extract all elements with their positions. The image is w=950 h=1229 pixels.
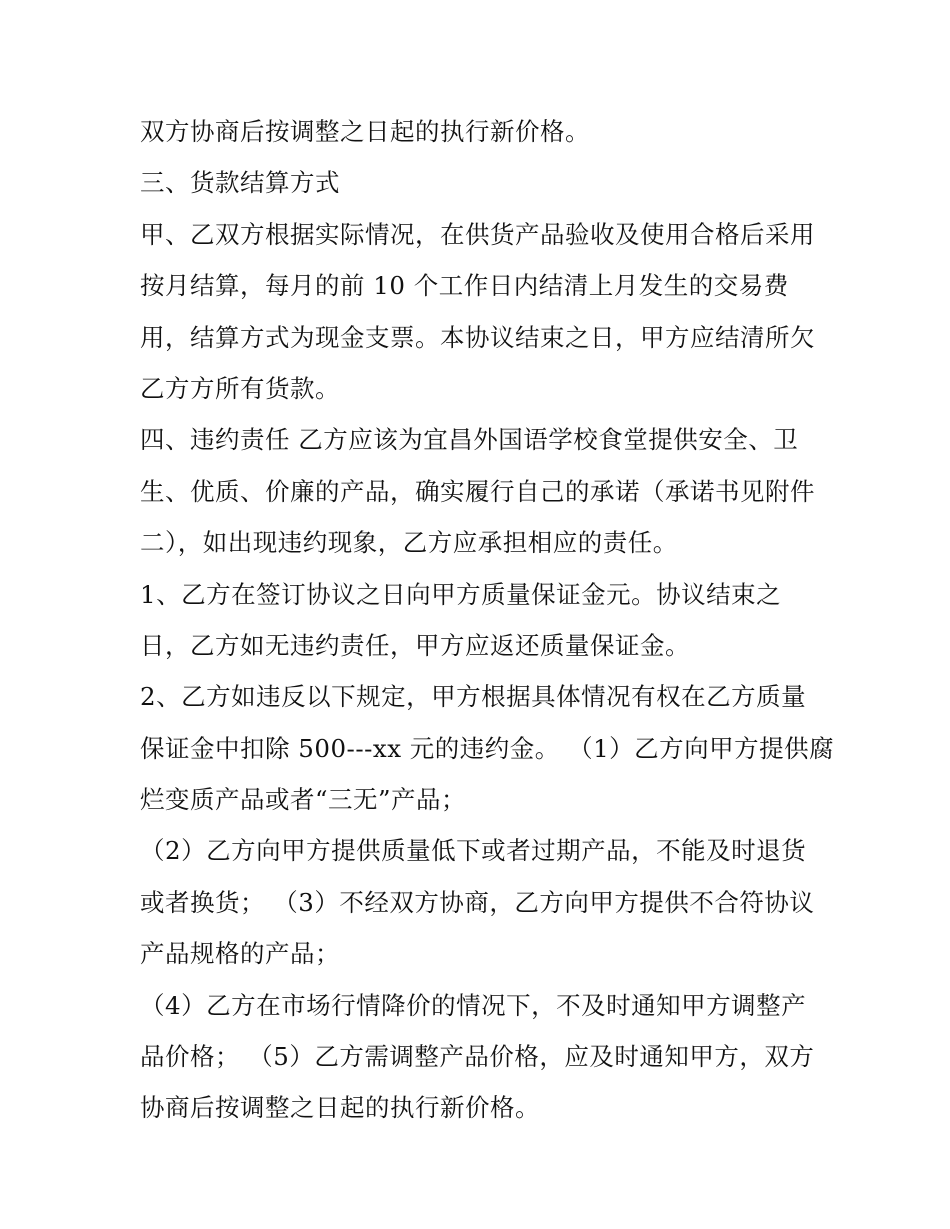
text-line: 按月结算，每月的前 10 个工作日内结清上月发生的交易费 bbox=[140, 271, 789, 301]
text-line: 产品规格的产品； bbox=[140, 939, 340, 969]
text-line: 烂变质产品或者“三无”产品； bbox=[140, 785, 467, 815]
text-line: 乙方方所有货款。 bbox=[140, 373, 340, 403]
document-body bbox=[140, 106, 835, 1134]
text-line: 或者换货； （3）不经双方协商，乙方向甲方提供不合符协议 bbox=[140, 887, 815, 917]
text-line: （2）乙方向甲方提供质量低下或者过期产品，不能及时退货 bbox=[140, 836, 807, 866]
text-line: 生、优质、价廉的产品，确实履行自己的承诺（承诺书见附件 bbox=[140, 476, 815, 506]
text-line: （4）乙方在市场行情降价的情况下，不及时通知甲方调整产 bbox=[140, 990, 807, 1020]
text-line: 用，结算方式为现金支票。本协议结束之日，甲方应结清所欠 bbox=[140, 322, 815, 352]
text-line: 2、乙方如违反以下规定，甲方根据具体情况有权在乙方质量 bbox=[140, 682, 807, 712]
text-line: 双方协商后按调整之日起的执行新价格。 bbox=[140, 117, 590, 146]
text-line: 甲、乙双方根据实际情况，在供货产品验收及使用合格后采用 bbox=[140, 219, 815, 249]
text-line: 品价格； （5）乙方需调整产品价格，应及时通知甲方，双方 bbox=[140, 1042, 815, 1072]
text-line: 保证金中扣除 500---xx 元的违约金。 （1）乙方向甲方提供腐 bbox=[140, 733, 835, 763]
text-line: 日，乙方如无违约责任，甲方应返还质量保证金。 bbox=[140, 630, 690, 660]
text-line: 1、乙方在签订协议之日向甲方质量保证金元。协议结束之 bbox=[140, 579, 782, 609]
section-heading: 三、货款结算方式 bbox=[140, 168, 340, 198]
text-line: 协商后按调整之日起的执行新价格。 bbox=[140, 1093, 540, 1123]
section-heading: 四、违约责任 乙方应该为宜昌外国语学校食堂提供安全、卫 bbox=[140, 425, 799, 455]
text-line: 二），如出现违约现象，乙方应承担相应的责任。 bbox=[140, 528, 678, 558]
